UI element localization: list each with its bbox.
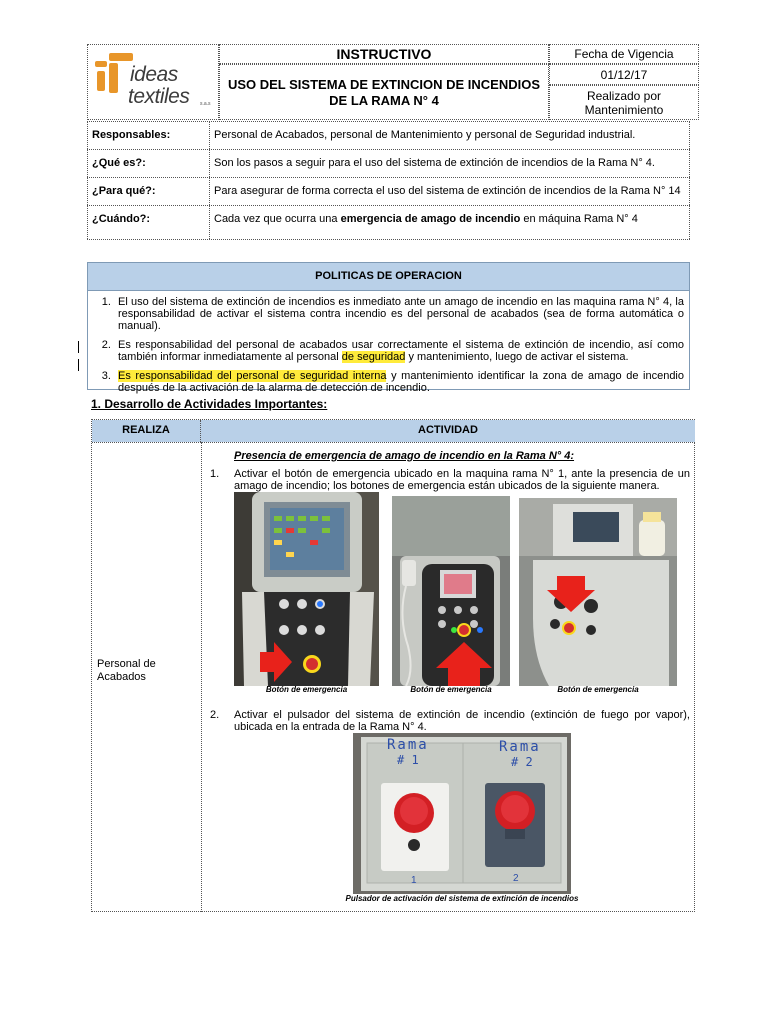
photo-pulsador-box [353, 733, 571, 894]
policies-box [87, 262, 690, 394]
section-title: 1. Desarrollo de Actividades Importantes: [91, 397, 328, 411]
column-header-realiza: REALIZA [92, 420, 201, 442]
box-label-rama-1: Rama [387, 737, 429, 753]
control-panel-3-image-icon [519, 498, 677, 686]
policy-highlight: Es responsabilidad del personal de seguridad interna [118, 370, 387, 382]
info-row-que-es [87, 150, 690, 178]
pulsador-box-image-icon [353, 733, 571, 894]
box-number-2: 2 [513, 873, 519, 884]
photo-caption: Pulsador de activación del sistema de extinción de incendios [345, 894, 579, 903]
step-number: 2. [210, 709, 220, 721]
policy-text: y mantenimiento, luego de activar el sistema. [405, 351, 629, 363]
document-header [87, 44, 699, 120]
validity-date: 01/12/17 [549, 64, 699, 85]
revision-mark [78, 359, 79, 371]
info-table [87, 121, 690, 240]
document-title: USO DEL SISTEMA DE EXTINCION DE INCENDIOS DE LA RAMA N° 4 [219, 64, 549, 120]
info-key: ¿Qué es?: [87, 150, 210, 177]
info-key: ¿Cuándo?: [87, 206, 210, 239]
revision-mark [78, 341, 79, 353]
policy-text: y mantenimiento identificar la zona de amago de incendio después de la activación de la alarma de detección de incendio. [118, 370, 684, 394]
policies-title: POLITICAS DE OPERACION [88, 263, 689, 291]
info-row-responsables [87, 122, 690, 150]
step-text: Activar el botón de emergencia ubicado en la maquina rama N° 1, ante la presencia de un amago de incendio; los botones de emergencia están ubicados de la siguiente manera. [234, 468, 690, 492]
box-label-num-1: # 1 [397, 753, 419, 767]
photo-caption: Botón de emergencia [265, 685, 348, 694]
logo-suffix: s.a.s [200, 101, 211, 107]
info-row-cuando [87, 206, 690, 240]
policy-item [114, 339, 684, 363]
info-value: Para asegurar de forma correcta el uso del sistema de extinción de incendios de la Rama N° 14 [210, 178, 690, 205]
policy-text: Es responsabilidad del personal de acabados usar correctamente el sistema de extinción de incendio, así como también informar inmediatamente al personal [118, 339, 684, 363]
activity-table [91, 419, 695, 912]
info-row-para-que [87, 178, 690, 206]
control-panel-1-image-icon [234, 492, 379, 686]
box-number-1: 1 [411, 875, 417, 886]
photo-control-panel-3 [519, 498, 677, 686]
info-value-pre: Cada vez que ocurra una [214, 213, 341, 225]
column-divider [201, 442, 202, 912]
info-value-bold: emergencia de amago de incendio [340, 213, 521, 225]
policies-list [88, 291, 689, 394]
logo-text-textiles: textiles [128, 85, 190, 108]
policy-highlight: de seguridad [341, 351, 406, 363]
policy-item: 1. El uso del sistema de extinción de incendios es inmediato ante un amago de incendio en las maquina rama N° 4, la responsabilidad de activar el sistema contra incendio es del personal de acabados (sea de forma automática o manual). [114, 296, 684, 332]
photo-control-panel-2 [392, 496, 510, 686]
validity-label: Fecha de Vigencia [549, 44, 699, 64]
box-label-num-2: # 2 [511, 755, 533, 769]
logo-text-ideas: ideas [130, 63, 178, 86]
responsible-role: Personal de Acabados [97, 658, 156, 683]
step-number: 1. [210, 468, 220, 480]
info-value: Personal de Acabados, personal de Mantenimiento y personal de Seguridad industrial. [210, 122, 690, 149]
header-divider [92, 442, 695, 443]
box-label-rama-2: Rama [499, 739, 541, 755]
company-logo [87, 44, 219, 120]
step-text: Activar el pulsador del sistema de extinción de incendio (extinción de fuego por vapor), ubicada en la entrada de la Rama N° 4. [234, 709, 690, 733]
photo-control-panel-1 [234, 492, 379, 686]
made-by: Realizado por Mantenimiento [549, 85, 699, 120]
info-key: Responsables: [87, 122, 210, 149]
photo-caption: Botón de emergencia [557, 685, 639, 694]
policy-item [114, 370, 684, 394]
document-type: INSTRUCTIVO [219, 44, 549, 64]
photo-caption: Botón de emergencia [410, 685, 492, 694]
info-value: Son los pasos a seguir para el uso del sistema de extinción de incendios de la Rama N° 4. [210, 150, 690, 177]
activity-subtitle: Presencia de emergencia de amago de incendio en la Rama N° 4: [234, 450, 575, 462]
info-value [210, 206, 690, 239]
column-header-actividad: ACTIVIDAD [201, 420, 695, 442]
info-value-post: en máquina Rama N° 4 [520, 213, 638, 225]
info-key: ¿Para qué?: [87, 178, 210, 205]
control-panel-2-image-icon [392, 496, 510, 686]
